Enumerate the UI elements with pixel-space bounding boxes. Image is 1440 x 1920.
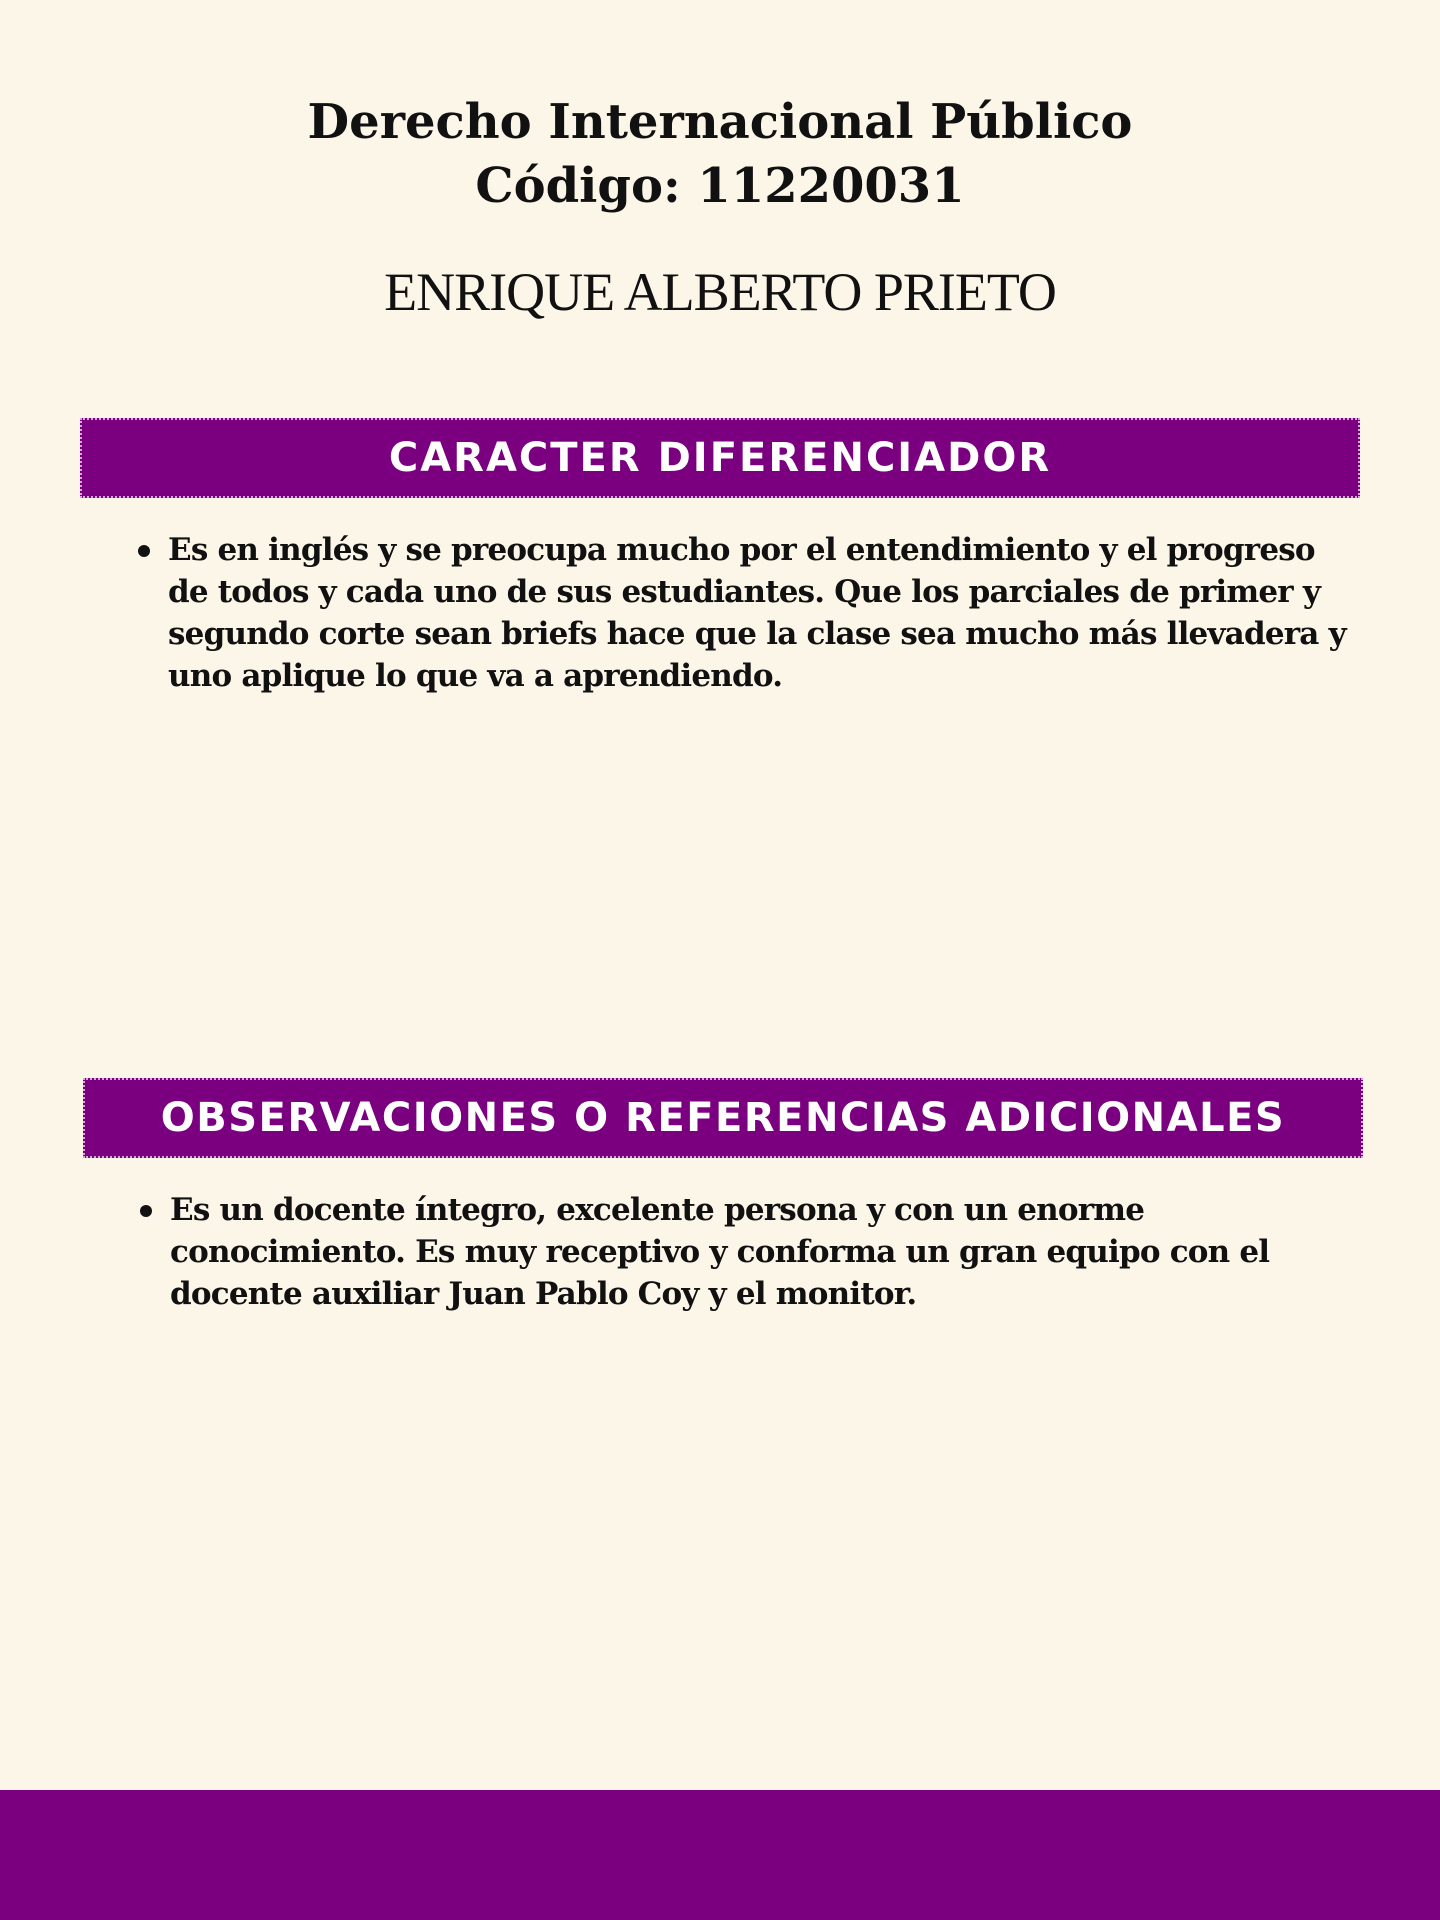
section-heading-caracter-diferenciador: CARACTER DIFERENCIADOR — [80, 418, 1360, 498]
bullet-icon — [140, 1205, 152, 1217]
list-item — [138, 529, 1348, 697]
section-heading-observaciones: OBSERVACIONES O REFERENCIAS ADICIONALES — [83, 1078, 1363, 1158]
list-item — [140, 1189, 1340, 1315]
footer-bar — [0, 1790, 1440, 1920]
observaciones-list — [140, 1189, 1340, 1315]
list-item-text: Es un docente íntegro, excelente persona y con un enorme conocimiento. Es muy receptivo y conforma un gran equipo con el docente auxiliar Juan Pablo Coy y el monitor. — [170, 1192, 1270, 1312]
list-item-text: Es en inglés y se preocupa mucho por el entendimiento y el progreso de todos y cada uno de sus estudiantes. Que los parciales de primer y segundo corte sean briefs hace que la clase sea mucho más llevadera y uno aplique lo que va a aprendiendo. — [168, 532, 1346, 694]
bullet-icon — [138, 545, 150, 557]
course-title: Derecho Internacional Público — [307, 94, 1133, 150]
course-code: Código: 11220031 — [475, 158, 965, 214]
caracter-diferenciador-list — [138, 529, 1348, 697]
teacher-name: ENRIQUE ALBERTO PRIETO — [384, 262, 1056, 322]
